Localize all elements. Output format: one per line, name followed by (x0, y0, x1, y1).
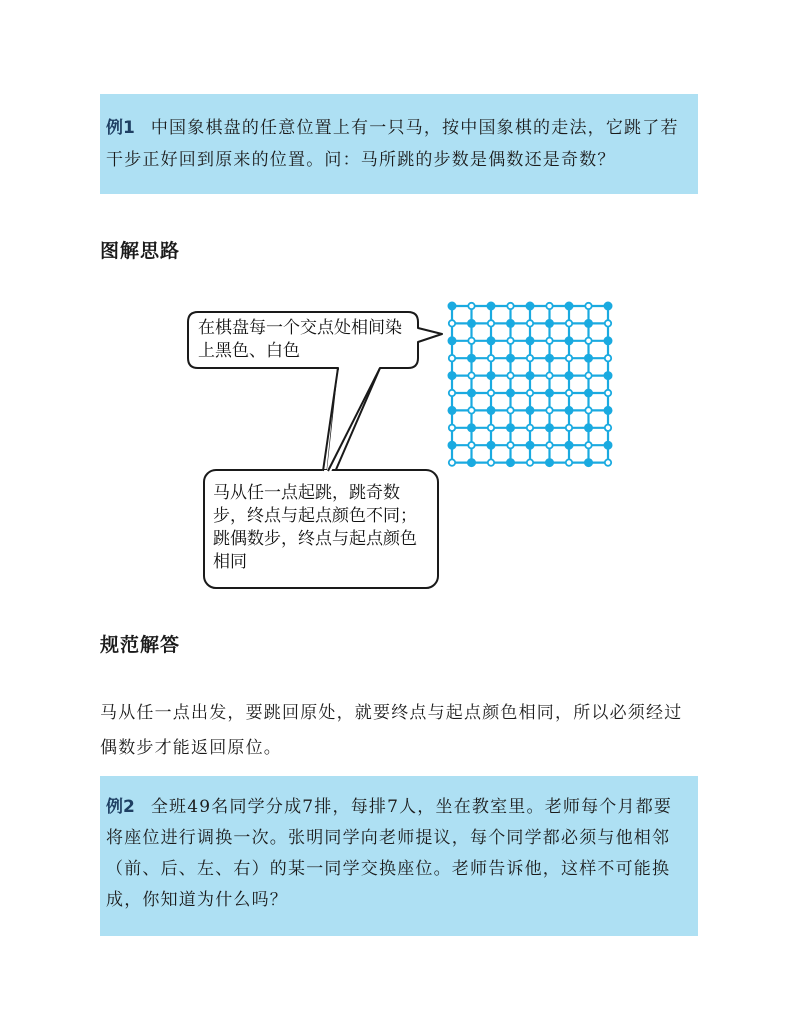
grid-dot-hollow (507, 442, 513, 448)
grid-dot-hollow (449, 425, 455, 431)
grid-dot-filled (565, 442, 572, 449)
grid-dot-filled (487, 337, 494, 344)
grid-dot-filled (526, 337, 533, 344)
grid-dot-hollow (585, 442, 591, 448)
answer-text: 马从任一点出发，要跳回原处，就要终点与起点颜色相同，所以必须经过偶数步才能返回原位。 (100, 703, 683, 758)
grid-dot-filled (507, 320, 514, 327)
speech-bubble-bottom-text: 马从任一点起跳，跳奇数步，终点与起点颜色不同；跳偶数步，终点与起点颜色相同 (213, 483, 417, 572)
grid-dot-hollow (488, 459, 494, 465)
grid-dot-filled (526, 302, 533, 309)
diagram (170, 290, 630, 600)
grid-dot-hollow (546, 442, 552, 448)
grid-dot-hollow (507, 372, 513, 378)
example-2-label: 例2 (106, 797, 135, 817)
grid-dot-filled (546, 389, 553, 396)
grid-dot-hollow (488, 320, 494, 326)
grid-dot-filled (546, 459, 553, 466)
grid-dot-filled (585, 355, 592, 362)
grid-dot-filled (448, 407, 455, 414)
example-2-text-block (106, 792, 690, 916)
chessboard-grid (448, 302, 611, 466)
grid-dot-filled (565, 302, 572, 309)
grid-dot-filled (468, 389, 475, 396)
grid-dot-hollow (527, 390, 533, 396)
grid-dot-filled (565, 372, 572, 379)
grid-dot-hollow (449, 355, 455, 361)
grid-dot-filled (565, 407, 572, 414)
grid-dot-hollow (585, 372, 591, 378)
grid-dot-filled (468, 459, 475, 466)
grid-dot-hollow (527, 320, 533, 326)
grid-dot-hollow (566, 320, 572, 326)
grid-dot-hollow (468, 407, 474, 413)
grid-dot-hollow (527, 459, 533, 465)
example-1-box (100, 94, 698, 194)
grid-dot-hollow (566, 459, 572, 465)
grid-dot-filled (487, 302, 494, 309)
example-1-text: 中国象棋盘的任意位置上有一只马，按中国象棋的走法，它跳了若干步正好回到原来的位置。问：马所跳的步数是偶数还是奇数？ (106, 118, 679, 170)
grid-dot-hollow (488, 390, 494, 396)
grid-dot-hollow (605, 459, 611, 465)
grid-dot-hollow (605, 355, 611, 361)
speech-bubble-top-text: 在棋盘每一个交点处相间染上黑色、白色 (198, 318, 402, 361)
grid-dot-hollow (449, 459, 455, 465)
grid-dot-filled (526, 407, 533, 414)
grid-dot-filled (546, 424, 553, 431)
section-heading-answer: 规范解答 (100, 634, 181, 656)
grid-dot-hollow (546, 303, 552, 309)
grid-dot-filled (507, 355, 514, 362)
grid-dot-filled (448, 372, 455, 379)
grid-dot-hollow (605, 320, 611, 326)
grid-dot-hollow (585, 338, 591, 344)
grid-dot-hollow (507, 407, 513, 413)
grid-dot-filled (448, 337, 455, 344)
grid-dot-hollow (468, 303, 474, 309)
grid-dot-filled (468, 424, 475, 431)
grid-dot-filled (604, 372, 611, 379)
grid-dot-filled (487, 442, 494, 449)
example-1-text-block (106, 112, 690, 176)
grid-dot-hollow (605, 425, 611, 431)
grid-dot-hollow (449, 320, 455, 326)
grid-dot-hollow (605, 390, 611, 396)
grid-dot-filled (526, 372, 533, 379)
grid-dot-hollow (566, 425, 572, 431)
grid-dot-hollow (585, 407, 591, 413)
grid-dot-filled (468, 355, 475, 362)
grid-dot-filled (585, 424, 592, 431)
grid-dot-filled (526, 442, 533, 449)
grid-dot-filled (585, 389, 592, 396)
grid-dot-filled (604, 337, 611, 344)
grid-dot-filled (507, 459, 514, 466)
grid-dot-hollow (527, 425, 533, 431)
grid-dot-filled (487, 407, 494, 414)
grid-dot-filled (487, 372, 494, 379)
grid-dot-filled (468, 320, 475, 327)
grid-dot-filled (546, 355, 553, 362)
grid-dot-hollow (546, 338, 552, 344)
grid-dot-hollow (527, 355, 533, 361)
grid-dot-hollow (488, 425, 494, 431)
grid-dot-hollow (585, 303, 591, 309)
grid-dot-hollow (468, 442, 474, 448)
example-1-label: 例1 (106, 118, 135, 138)
grid-dot-filled (507, 389, 514, 396)
grid-dot-filled (585, 459, 592, 466)
grid-dot-hollow (566, 355, 572, 361)
grid-dot-hollow (468, 372, 474, 378)
section-heading-diagram: 图解思路 (100, 240, 181, 262)
grid-dot-filled (585, 320, 592, 327)
example-2-text: 全班49名同学分成7排，每排7人，坐在教室里。老师每个月都要将座位进行调换一次。张明同学向老师提议，每个同学都必须与他相邻（前、后、左、右）的某一同学交换座位。老师告诉他，这样不可能换成，你知道为什么吗？ (106, 797, 673, 910)
grid-dot-filled (546, 320, 553, 327)
grid-dot-filled (604, 442, 611, 449)
grid-dot-hollow (507, 338, 513, 344)
grid-dot-filled (565, 337, 572, 344)
grid-dot-filled (448, 442, 455, 449)
grid-dot-filled (448, 302, 455, 309)
example-2-box (100, 776, 698, 936)
grid-dot-hollow (468, 338, 474, 344)
grid-dot-filled (604, 407, 611, 414)
grid-dot-hollow (488, 355, 494, 361)
grid-dot-hollow (546, 372, 552, 378)
grid-dot-hollow (449, 390, 455, 396)
grid-dot-hollow (507, 303, 513, 309)
grid-dot-hollow (566, 390, 572, 396)
grid-dot-hollow (546, 407, 552, 413)
grid-dot-filled (507, 424, 514, 431)
grid-dot-filled (604, 302, 611, 309)
